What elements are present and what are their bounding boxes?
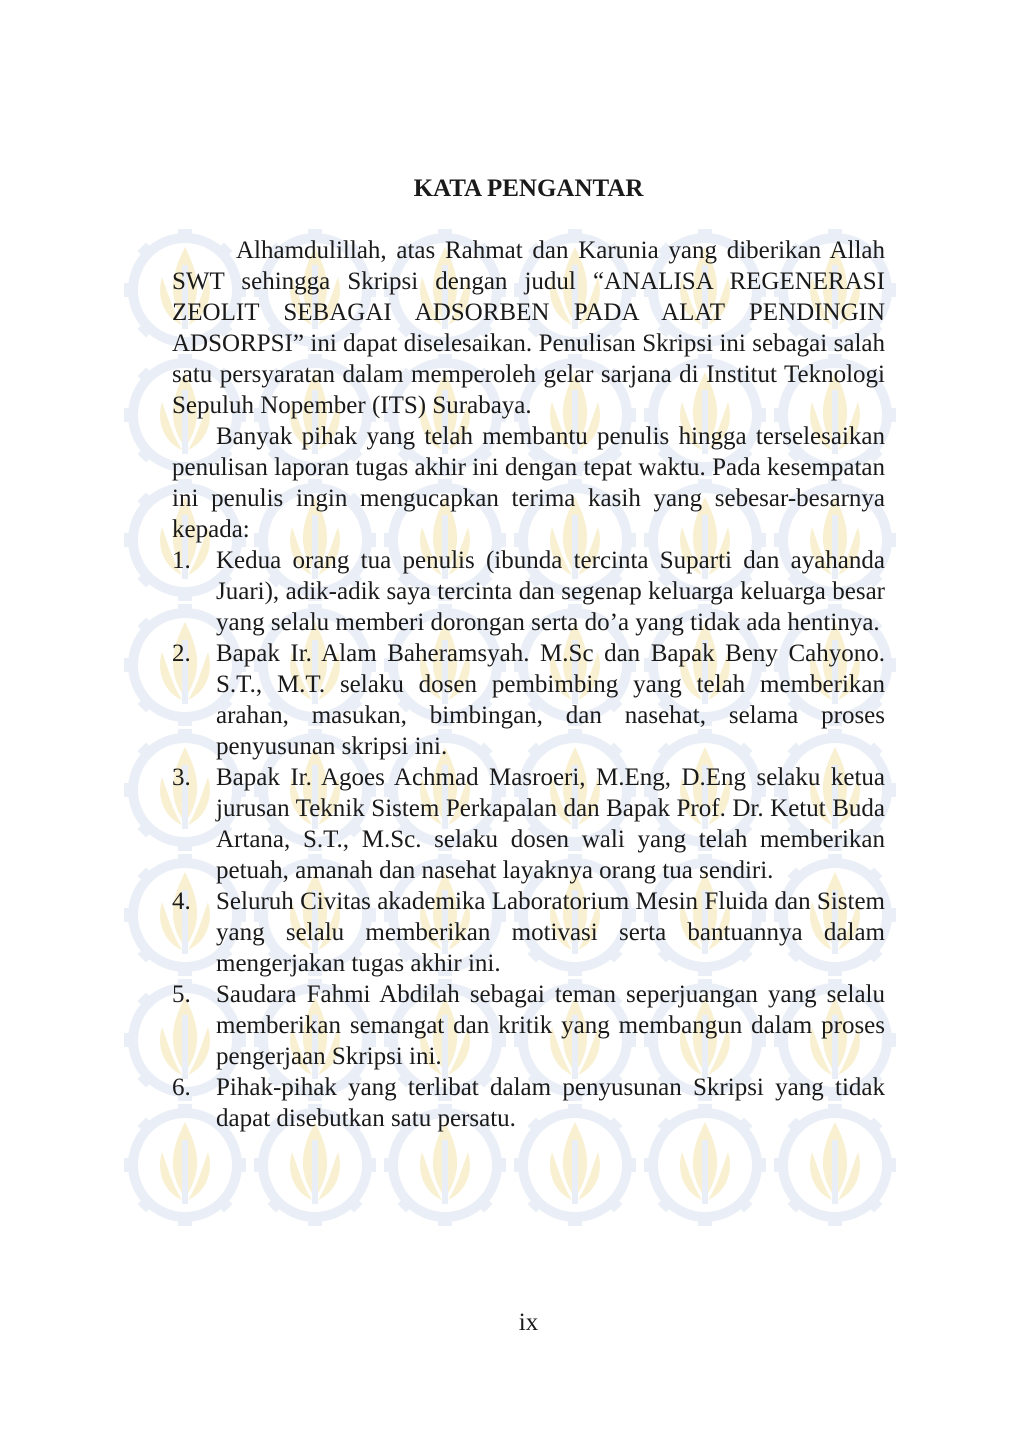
page-title: KATA PENGANTAR xyxy=(413,175,644,202)
list-item-text: Saudara Fahmi Abdilah sebagai teman seperjuangan yang selalu memberikan semangat dan kritik yang membangun dalam proses pengerjaan Skripsi ini. xyxy=(216,981,885,1070)
list-item-text: Bapak Ir. Alam Baheramsyah. M.Sc dan Bapak Beny Cahyono. S.T., M.T. selaku dosen pembimbing yang telah memberikan arahan, masukan, bimbingan, dan nasehat, selama proses penyusunan skripsi ini. xyxy=(216,640,885,760)
list-item xyxy=(172,886,885,979)
list-item xyxy=(172,762,885,886)
list-item-text: Bapak Ir. Agoes Achmad Masroeri, M.Eng, D.Eng selaku ketua jurusan Teknik Sistem Perkapalan dan Bapak Prof. Dr. Ketut Buda Artana, S.T., M.Sc. selaku dosen wali yang telah memberikan petuah, amanah dan nasehat layaknya orang tua sendiri. xyxy=(216,764,885,884)
page-number: ix xyxy=(518,1309,539,1336)
acknowledgement-list xyxy=(172,545,885,1134)
list-item xyxy=(172,545,885,638)
body-text xyxy=(172,235,885,1134)
list-item-number: 6. xyxy=(172,1074,191,1101)
list-item xyxy=(172,638,885,762)
paragraph-intro: Alhamdulillah, atas Rahmat dan Karunia yang diberikan Allah SWT sehingga Skripsi dengan judul “ANALISA REGENERASI ZEOLIT SEBAGAI ADSORBEN PADA ALAT PENDINGIN ADSORPSI” ini dapat diselesaikan. Penulisan Skripsi ini sebagai salah satu persyaratan dalam memperoleh gelar sarjana di Institut Teknologi Sepuluh Nopember (ITS) Surabaya. xyxy=(172,237,885,419)
list-item xyxy=(172,1072,885,1134)
list-item-number: 2. xyxy=(172,640,191,667)
list-item-text: Kedua orang tua penulis (ibunda tercinta Suparti dan ayahanda Juari), adik-adik saya tercinta dan segenap keluarga keluarga besar yang selalu memberi dorongan serta do’a yang tidak ada hentinya. xyxy=(216,547,885,636)
list-item-number: 3. xyxy=(172,764,191,791)
paragraph-thanks: Banyak pihak yang telah membantu penulis hingga terselesaikan penulisan laporan tugas akhir ini dengan tepat waktu. Pada kesempatan ini penulis ingin mengucapkan terima kasih yang sebesar-besarnya kepada: xyxy=(172,423,885,543)
list-item-number: 1. xyxy=(172,547,191,574)
list-item xyxy=(172,979,885,1072)
list-item-number: 4. xyxy=(172,888,191,915)
list-item-text: Seluruh Civitas akademika Laboratorium Mesin Fluida dan Sistem yang selalu memberikan motivasi serta bantuannya dalam mengerjakan tugas akhir ini. xyxy=(216,888,885,977)
list-item-text: Pihak-pihak yang terlibat dalam penyusunan Skripsi yang tidak dapat disebutkan satu persatu. xyxy=(216,1074,885,1132)
list-item-number: 5. xyxy=(172,981,191,1008)
